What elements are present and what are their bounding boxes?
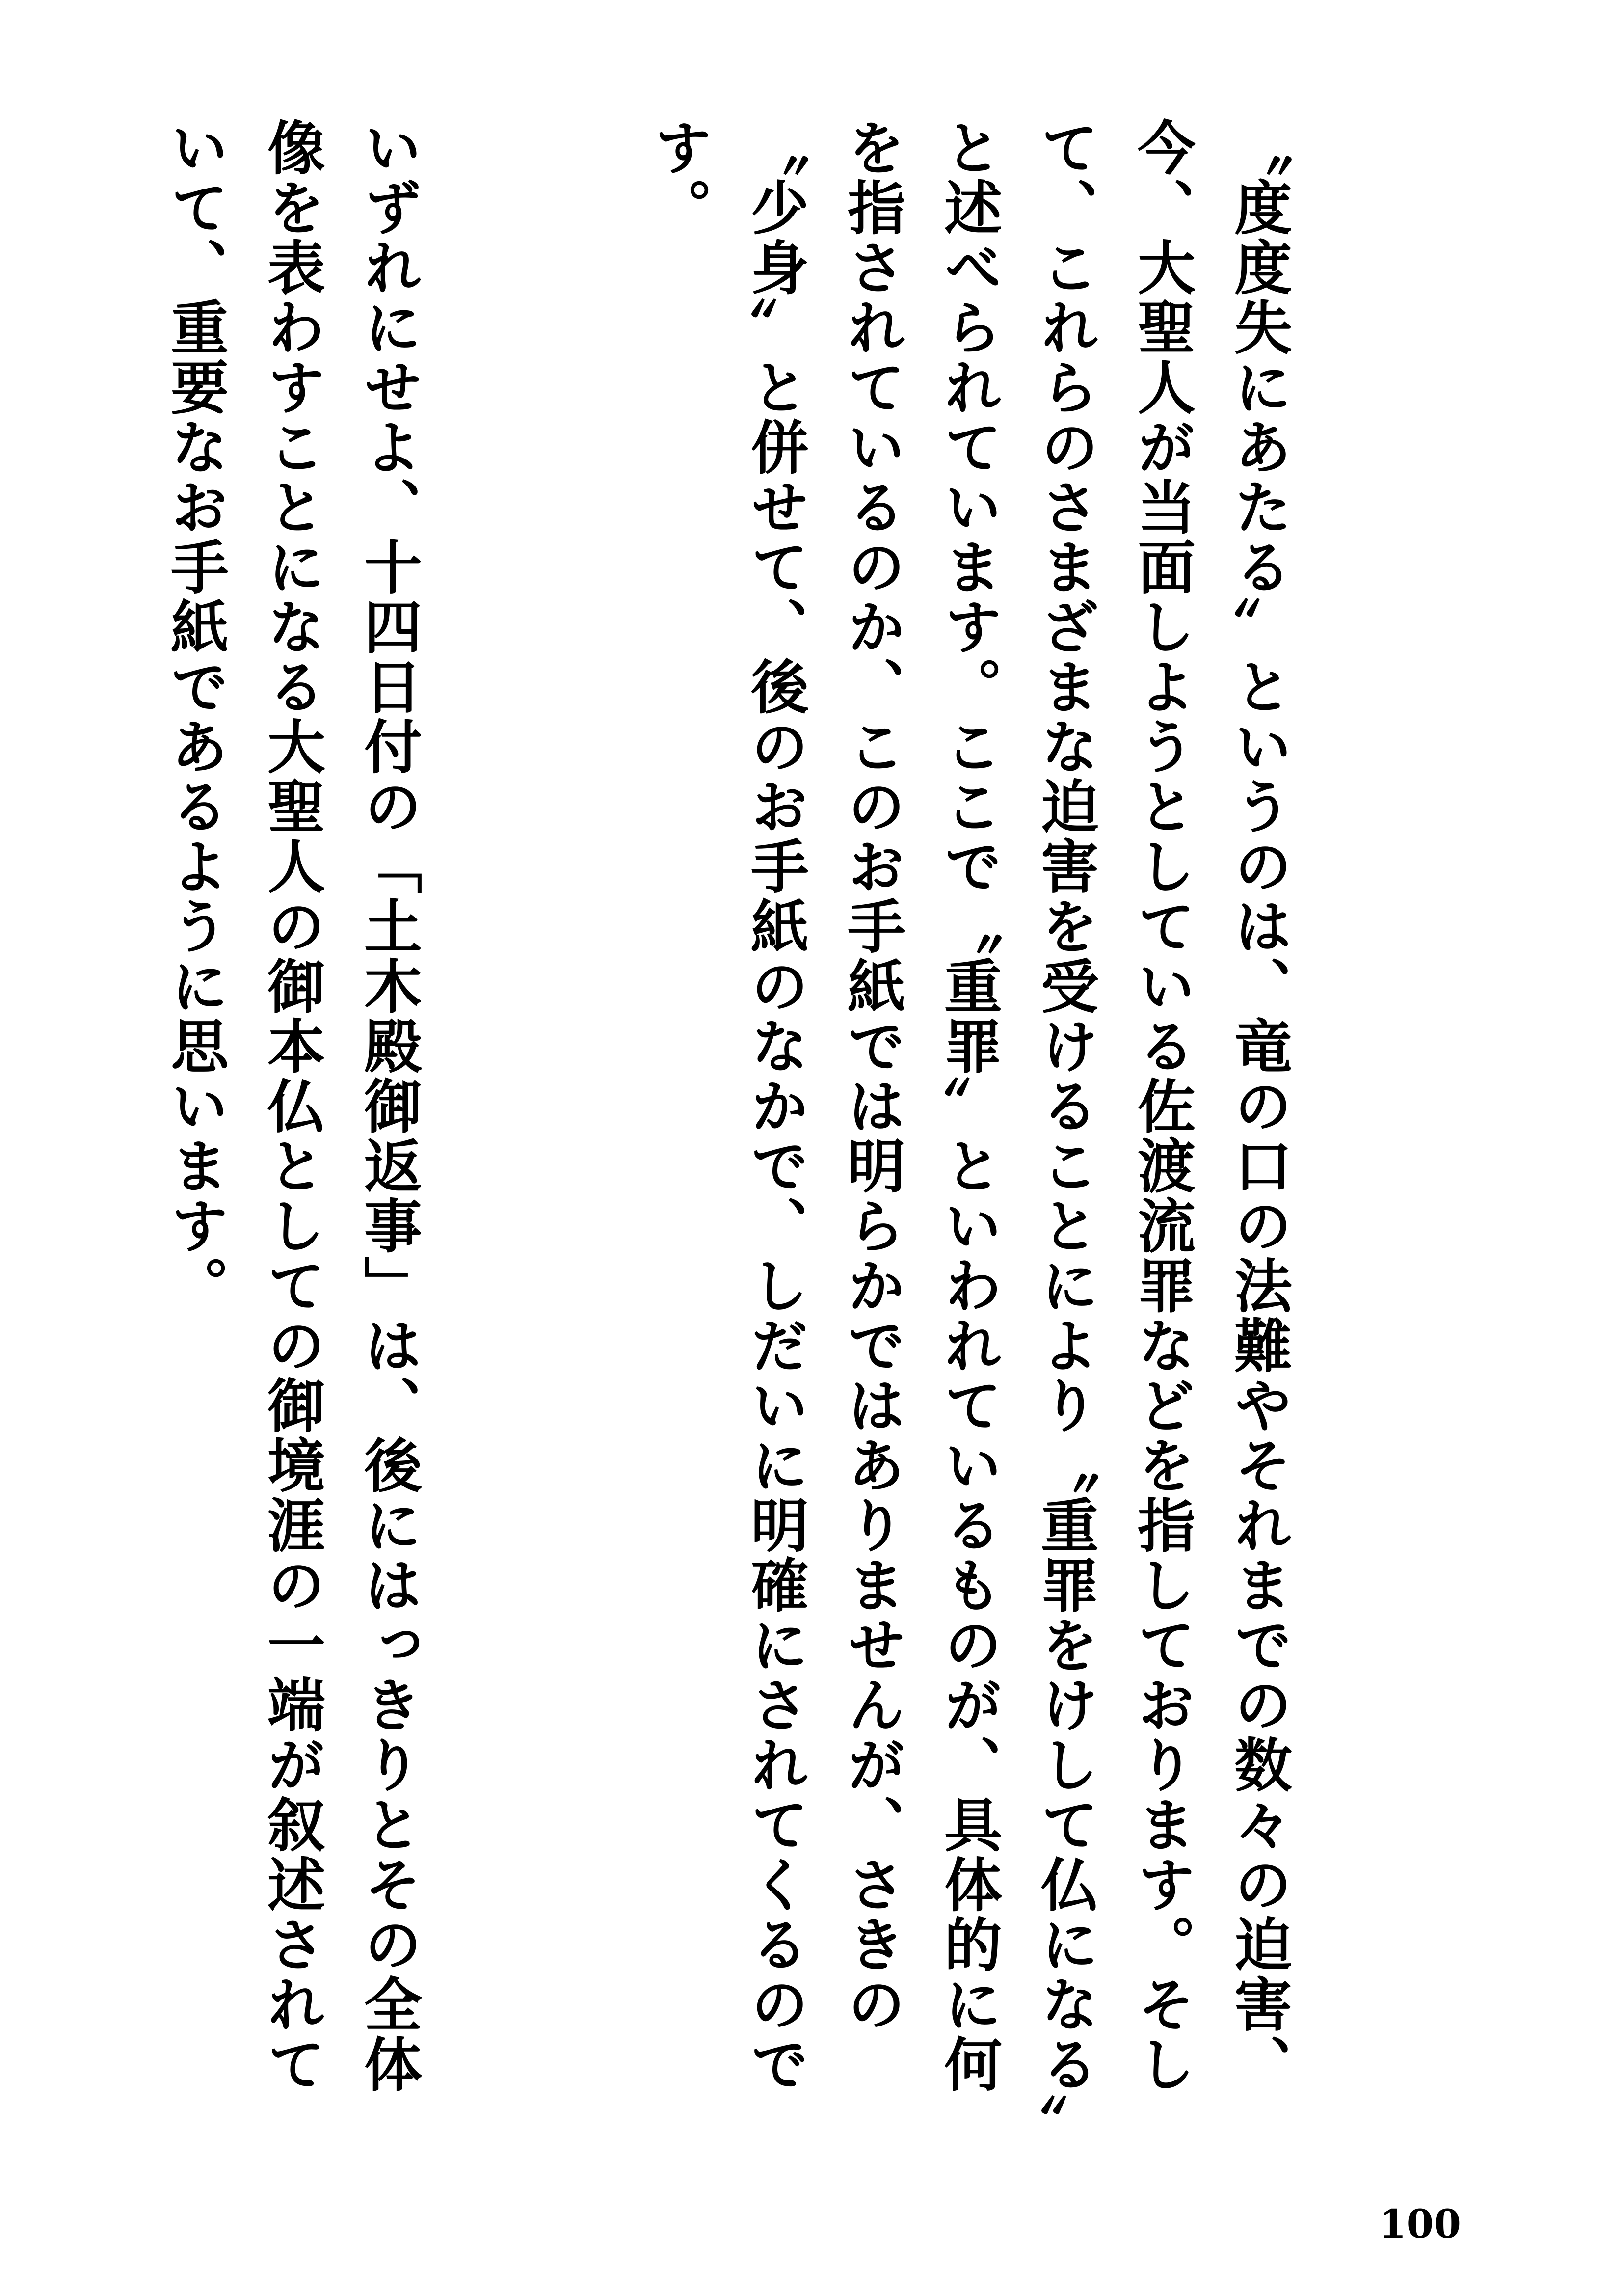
paragraph: 〝度度失にあたる〟というのは、竜の口の法難やそれまでの数々の迫害、今、大聖人が当面しようとしている佐渡流罪などを指しております。そして、これらのさまざまな迫害を受けることにより〝重罪をけして仏になる〟と述べられています。ここで〝重罪〟といわれているものが、具体的に何を指されているのか、このお手紙では明らかではありませんが、さきの〝少身〟と併せて、後のお手紙のなかで、しだいに明確にされてくるのです。 <box>644 118 1293 2125</box>
paragraph: いずれにせよ、十四日付の「土木殿御返事」は、後にはっきりとその全体像を表わすことになる大聖人の御本仏としての御境涯の一端が叙述されていて、重要なお手紙であるように思います。 <box>161 118 423 2094</box>
body-text <box>28 118 1500 2140</box>
page-number: 100 <box>1379 2201 1461 2247</box>
